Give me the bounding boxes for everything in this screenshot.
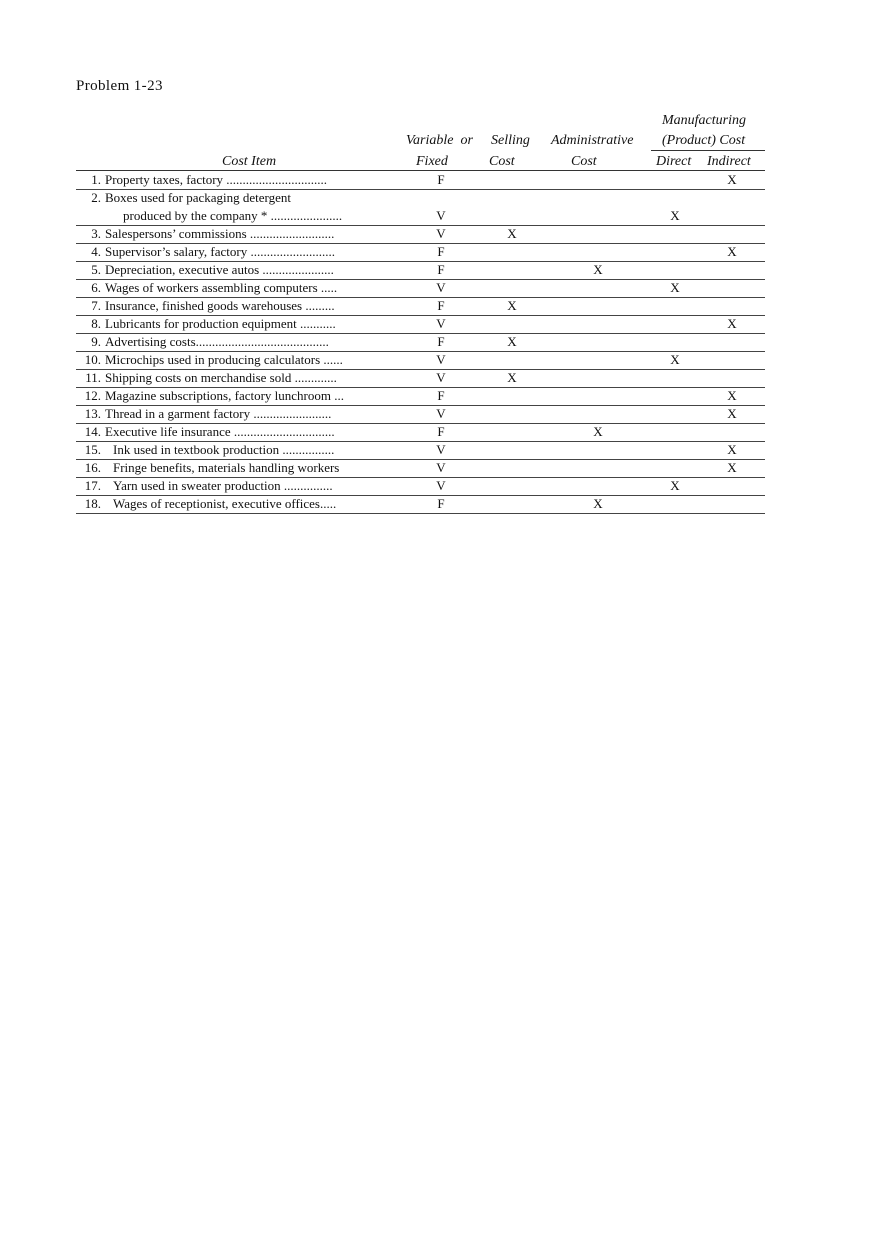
table-row: [76, 405, 765, 424]
cost-item-description: Executive life insurance ...............................: [105, 424, 335, 439]
header-product-cost: (Product) Cost: [662, 133, 746, 148]
cost-item-description: Magazine subscriptions, factory lunchroom ...: [105, 388, 344, 403]
direct-cost-mark: X: [670, 478, 680, 493]
table-row: [76, 315, 765, 334]
table-row: [76, 459, 765, 478]
header-group-rule: [651, 150, 765, 151]
row-number: 13.: [84, 406, 101, 421]
row-number: 7.: [91, 298, 101, 313]
selling-cost-mark: X: [507, 334, 517, 349]
row-number: 18.: [84, 496, 101, 511]
variable-fixed-value: F: [437, 496, 445, 511]
table-row: [76, 369, 765, 388]
cost-item-description: Depreciation, executive autos ......................: [105, 262, 334, 277]
table-row: [76, 225, 765, 244]
header-direct: Direct: [656, 154, 692, 169]
indirect-cost-mark: X: [727, 244, 737, 259]
variable-fixed-value: V: [436, 226, 446, 241]
row-number: 11.: [85, 370, 101, 385]
table-row: [76, 351, 765, 370]
table-row: [76, 495, 765, 514]
cost-item-description: Wages of workers assembling computers .....: [105, 280, 338, 295]
selling-cost-mark: X: [507, 298, 517, 313]
indirect-cost-mark: X: [727, 172, 737, 187]
variable-fixed-value: V: [436, 406, 446, 421]
variable-fixed-value: V: [436, 442, 446, 457]
header-indirect: Indirect: [707, 154, 751, 169]
header-manufacturing: Manufacturing: [662, 113, 746, 128]
header-selling-cost: Cost: [489, 154, 515, 169]
cost-item-description: Yarn used in sweater production ...............: [113, 478, 333, 493]
variable-fixed-value: F: [437, 424, 445, 439]
header-variable-or: Variable or: [406, 133, 473, 148]
table-row: [76, 189, 765, 226]
row-number: 8.: [91, 316, 101, 331]
cost-item-description: Fringe benefits, materials handling workers: [113, 460, 340, 475]
cost-item-description: Shipping costs on merchandise sold .............: [105, 370, 337, 385]
row-number: 15.: [84, 442, 101, 457]
row-number: 9.: [91, 334, 101, 349]
table-row: [76, 261, 765, 280]
administrative-cost-mark: X: [593, 262, 603, 277]
cost-item-description: Supervisor’s salary, factory ..........................: [105, 244, 335, 259]
variable-fixed-value: V: [436, 370, 446, 385]
direct-cost-mark: X: [670, 208, 680, 223]
cost-item-description: Microchips used in producing calculators ......: [105, 352, 343, 367]
header-administrative: Administrative: [551, 133, 634, 148]
table-row: [76, 297, 765, 316]
header-cost-item: Cost Item: [222, 154, 277, 169]
indirect-cost-mark: X: [727, 460, 737, 475]
row-number: 17.: [84, 478, 101, 493]
cost-item-description: Insurance, finished goods warehouses .........: [105, 298, 335, 313]
table-row: [76, 171, 765, 190]
page-title: Problem 1-23: [76, 78, 163, 94]
variable-fixed-value: F: [437, 172, 445, 187]
indirect-cost-mark: X: [727, 406, 737, 421]
indirect-cost-mark: X: [727, 388, 737, 403]
selling-cost-mark: X: [507, 226, 517, 241]
cost-item-description: Ink used in textbook production ................: [113, 442, 335, 457]
indirect-cost-mark: X: [727, 316, 737, 331]
table-row: [76, 243, 765, 262]
variable-fixed-value: V: [436, 352, 446, 367]
row-number: 6.: [91, 280, 101, 295]
table-row: [76, 279, 765, 298]
row-number: 1.: [91, 172, 101, 187]
cost-item-description: Wages of receptionist, executive offices.....: [113, 496, 337, 511]
table-row: [76, 387, 765, 406]
cost-item-description-continued: produced by the company * ......................: [123, 208, 343, 223]
row-number: 2.: [91, 190, 101, 205]
cost-item-description: Lubricants for production equipment ...........: [105, 316, 336, 331]
cost-item-description: Salespersons’ commissions ..........................: [105, 226, 335, 241]
variable-fixed-value: V: [436, 460, 446, 475]
row-number: 16.: [84, 460, 101, 475]
header-administrative-cost: Cost: [571, 154, 597, 169]
variable-fixed-value: F: [437, 262, 445, 277]
variable-fixed-value: F: [437, 298, 445, 313]
row-number: 3.: [91, 226, 101, 241]
selling-cost-mark: X: [507, 370, 517, 385]
cost-item-description: Boxes used for packaging detergent: [105, 190, 292, 205]
row-number: 14.: [84, 424, 101, 439]
cost-item-description: Advertising costs.........................................: [105, 334, 329, 349]
table-row: [76, 333, 765, 352]
variable-fixed-value: F: [437, 388, 445, 403]
row-number: 10.: [84, 352, 101, 367]
variable-fixed-value: F: [437, 244, 445, 259]
table-row: [76, 441, 765, 460]
direct-cost-mark: X: [670, 352, 680, 367]
variable-fixed-value: V: [436, 316, 446, 331]
cost-item-description: Thread in a garment factory ........................: [105, 406, 332, 421]
administrative-cost-mark: X: [593, 496, 603, 511]
cost-item-description: Property taxes, factory ...............................: [105, 172, 328, 187]
indirect-cost-mark: X: [727, 442, 737, 457]
row-number: 12.: [84, 388, 101, 403]
header-selling: Selling: [491, 133, 530, 148]
table-row: [76, 423, 765, 442]
variable-fixed-value: V: [436, 280, 446, 295]
table-row: [76, 477, 765, 496]
row-number: 5.: [91, 262, 101, 277]
direct-cost-mark: X: [670, 280, 680, 295]
administrative-cost-mark: X: [593, 424, 603, 439]
row-number: 4.: [91, 244, 101, 259]
variable-fixed-value: V: [436, 478, 446, 493]
variable-fixed-value: V: [436, 208, 446, 223]
variable-fixed-value: F: [437, 334, 445, 349]
header-fixed: Fixed: [416, 154, 448, 169]
